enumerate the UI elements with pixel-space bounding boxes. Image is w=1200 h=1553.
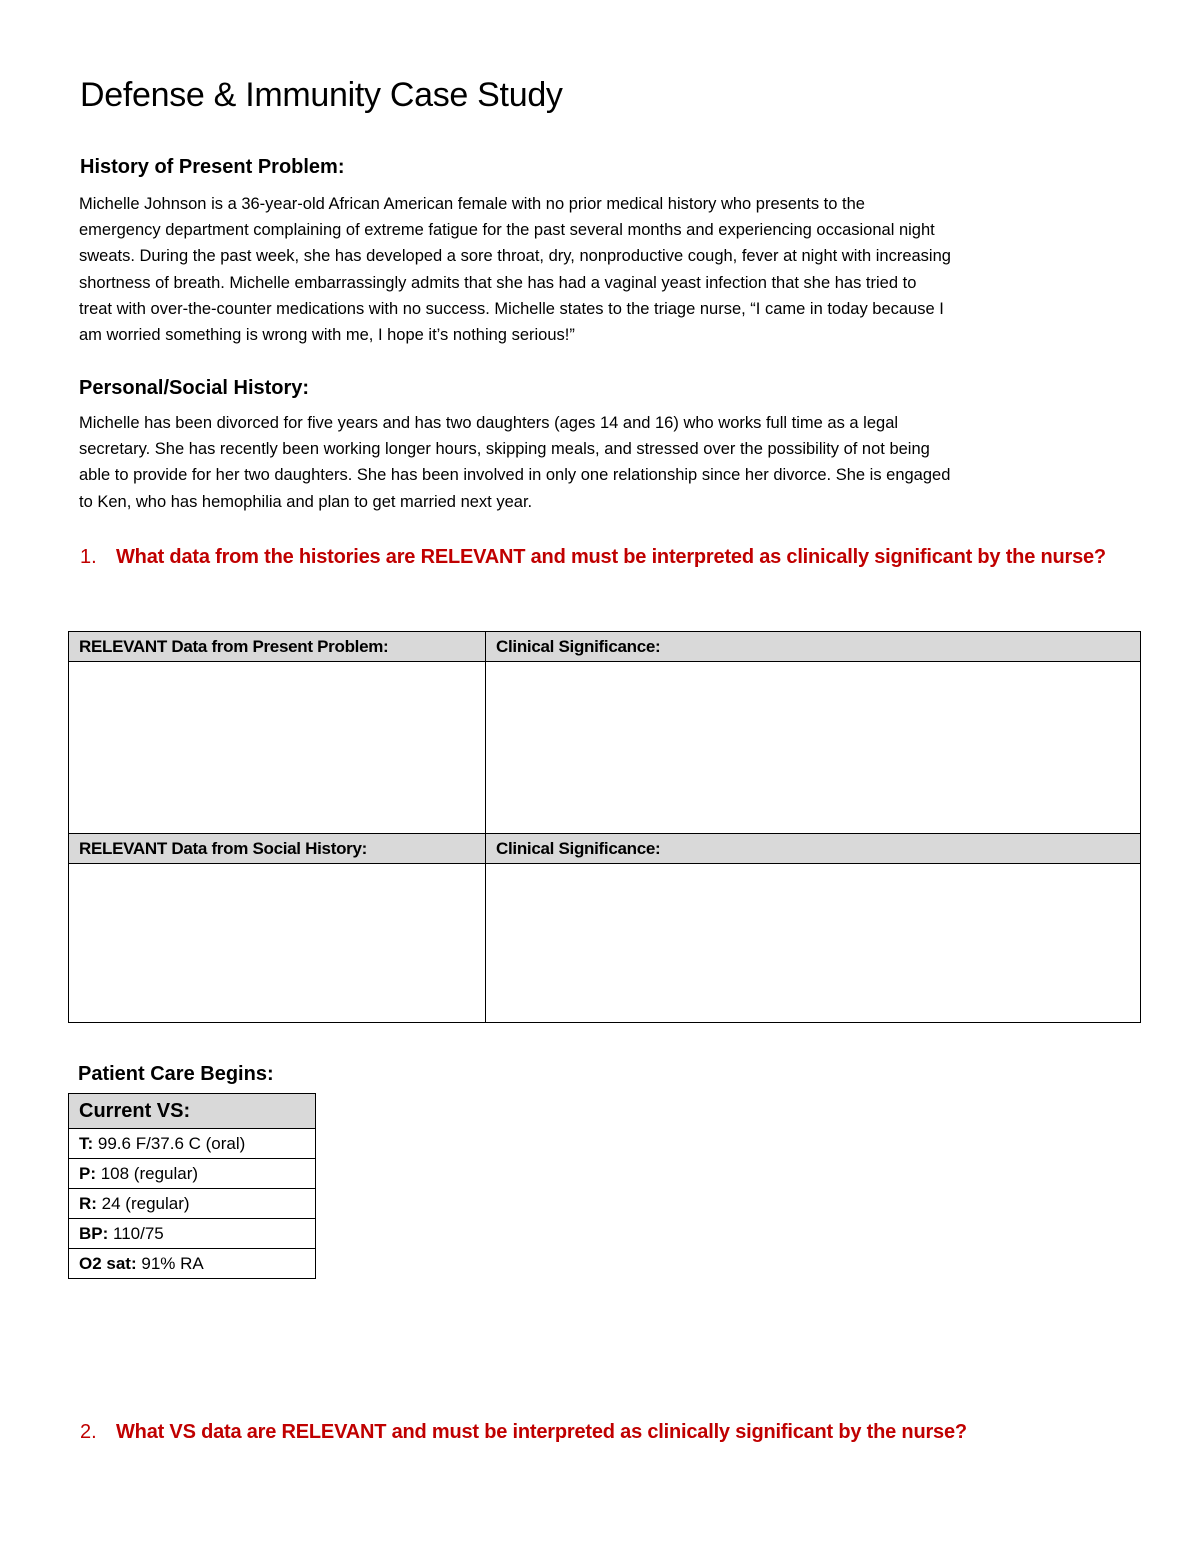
- vital-sign-row: [69, 1159, 316, 1189]
- social-history-significance-cell[interactable]: [486, 864, 1141, 1023]
- vital-sign-label: T:: [79, 1133, 94, 1153]
- vital-signs-header: Current VS:: [69, 1094, 316, 1129]
- question-1: [80, 542, 1120, 572]
- question-1-text: What data from the histories are RELEVANT and must be interpreted as clinically significant by the nurse?: [116, 546, 1106, 568]
- relevance-table: [68, 631, 1141, 1023]
- vital-sign-row: [69, 1189, 316, 1219]
- personal-social-history-text: [79, 410, 1139, 515]
- vital-sign-label: O2 sat:: [79, 1253, 137, 1273]
- history-line: treat with over-the-counter medications with no success. Michelle states to the triage nurse, “I came in today because I: [79, 299, 944, 318]
- vital-sign-value: 24 (regular): [96, 1193, 190, 1213]
- vital-sign-value: 110/75: [108, 1223, 164, 1243]
- social-history-answer-row: [69, 864, 1141, 1023]
- personal-social-history-heading: Personal/Social History:: [79, 377, 310, 399]
- present-problem-answer-cell[interactable]: [69, 662, 486, 834]
- social-line: secretary. She has recently been working longer hours, skipping meals, and stressed over the possibility of not being: [79, 440, 930, 459]
- vital-sign-label: BP:: [79, 1223, 109, 1243]
- question-1-number: 1.: [80, 546, 97, 568]
- vital-sign-value: 91% RA: [136, 1253, 204, 1273]
- social-history-header: RELEVANT Data from Social History:: [69, 834, 486, 864]
- vital-sign-row: [69, 1219, 316, 1249]
- social-history-header-row: [69, 834, 1141, 864]
- question-2: [80, 1417, 1120, 1447]
- vital-sign-row: [69, 1129, 316, 1159]
- history-line: shortness of breath. Michelle embarrassingly admits that she has had a vaginal yeast infection that she has tried to: [79, 273, 917, 292]
- social-line: able to provide for her two daughters. She has been involved in only one relationship since her divorce. She is engaged: [79, 466, 951, 485]
- vital-sign-label: R:: [79, 1193, 97, 1213]
- clinical-significance-header: Clinical Significance:: [486, 834, 1141, 864]
- history-present-problem-heading: History of Present Problem:: [80, 156, 345, 178]
- vital-signs-header-row: [69, 1094, 316, 1129]
- history-line: sweats. During the past week, she has developed a sore throat, dry, nonproductive cough, fever at night with increasing: [79, 247, 951, 266]
- history-line: am worried something is wrong with me, I hope it’s nothing serious!”: [79, 326, 575, 345]
- question-2-number: 2.: [80, 1421, 97, 1443]
- present-problem-significance-cell[interactable]: [486, 662, 1141, 834]
- social-line: Michelle has been divorced for five years and has two daughters (ages 14 and 16) who works full time as a legal: [79, 414, 899, 432]
- vital-sign-label: P:: [79, 1163, 96, 1183]
- social-line: to Ken, who has hemophilia and plan to get married next year.: [79, 492, 533, 511]
- vital-sign-value: 99.6 F/37.6 C (oral): [93, 1133, 246, 1153]
- present-problem-header: RELEVANT Data from Present Problem:: [69, 632, 486, 662]
- history-line: emergency department complaining of extreme fatigue for the past several months and experiencing occasional night: [79, 221, 935, 240]
- patient-care-heading: Patient Care Begins:: [78, 1063, 274, 1085]
- vital-sign-value: 108 (regular): [96, 1163, 199, 1183]
- history-present-problem-text: [79, 191, 1139, 348]
- document-title: Defense & Immunity Case Study: [80, 76, 563, 114]
- question-2-text: What VS data are RELEVANT and must be interpreted as clinically significant by the nurse?: [116, 1421, 967, 1443]
- present-problem-answer-row: [69, 662, 1141, 834]
- present-problem-header-row: [69, 632, 1141, 662]
- social-history-answer-cell[interactable]: [69, 864, 486, 1023]
- vital-sign-row: [69, 1249, 316, 1279]
- vital-signs-table: [68, 1093, 316, 1279]
- clinical-significance-header: Clinical Significance:: [486, 632, 1141, 662]
- history-line: Michelle Johnson is a 36-year-old African American female with no prior medical history who presents to the: [79, 195, 865, 213]
